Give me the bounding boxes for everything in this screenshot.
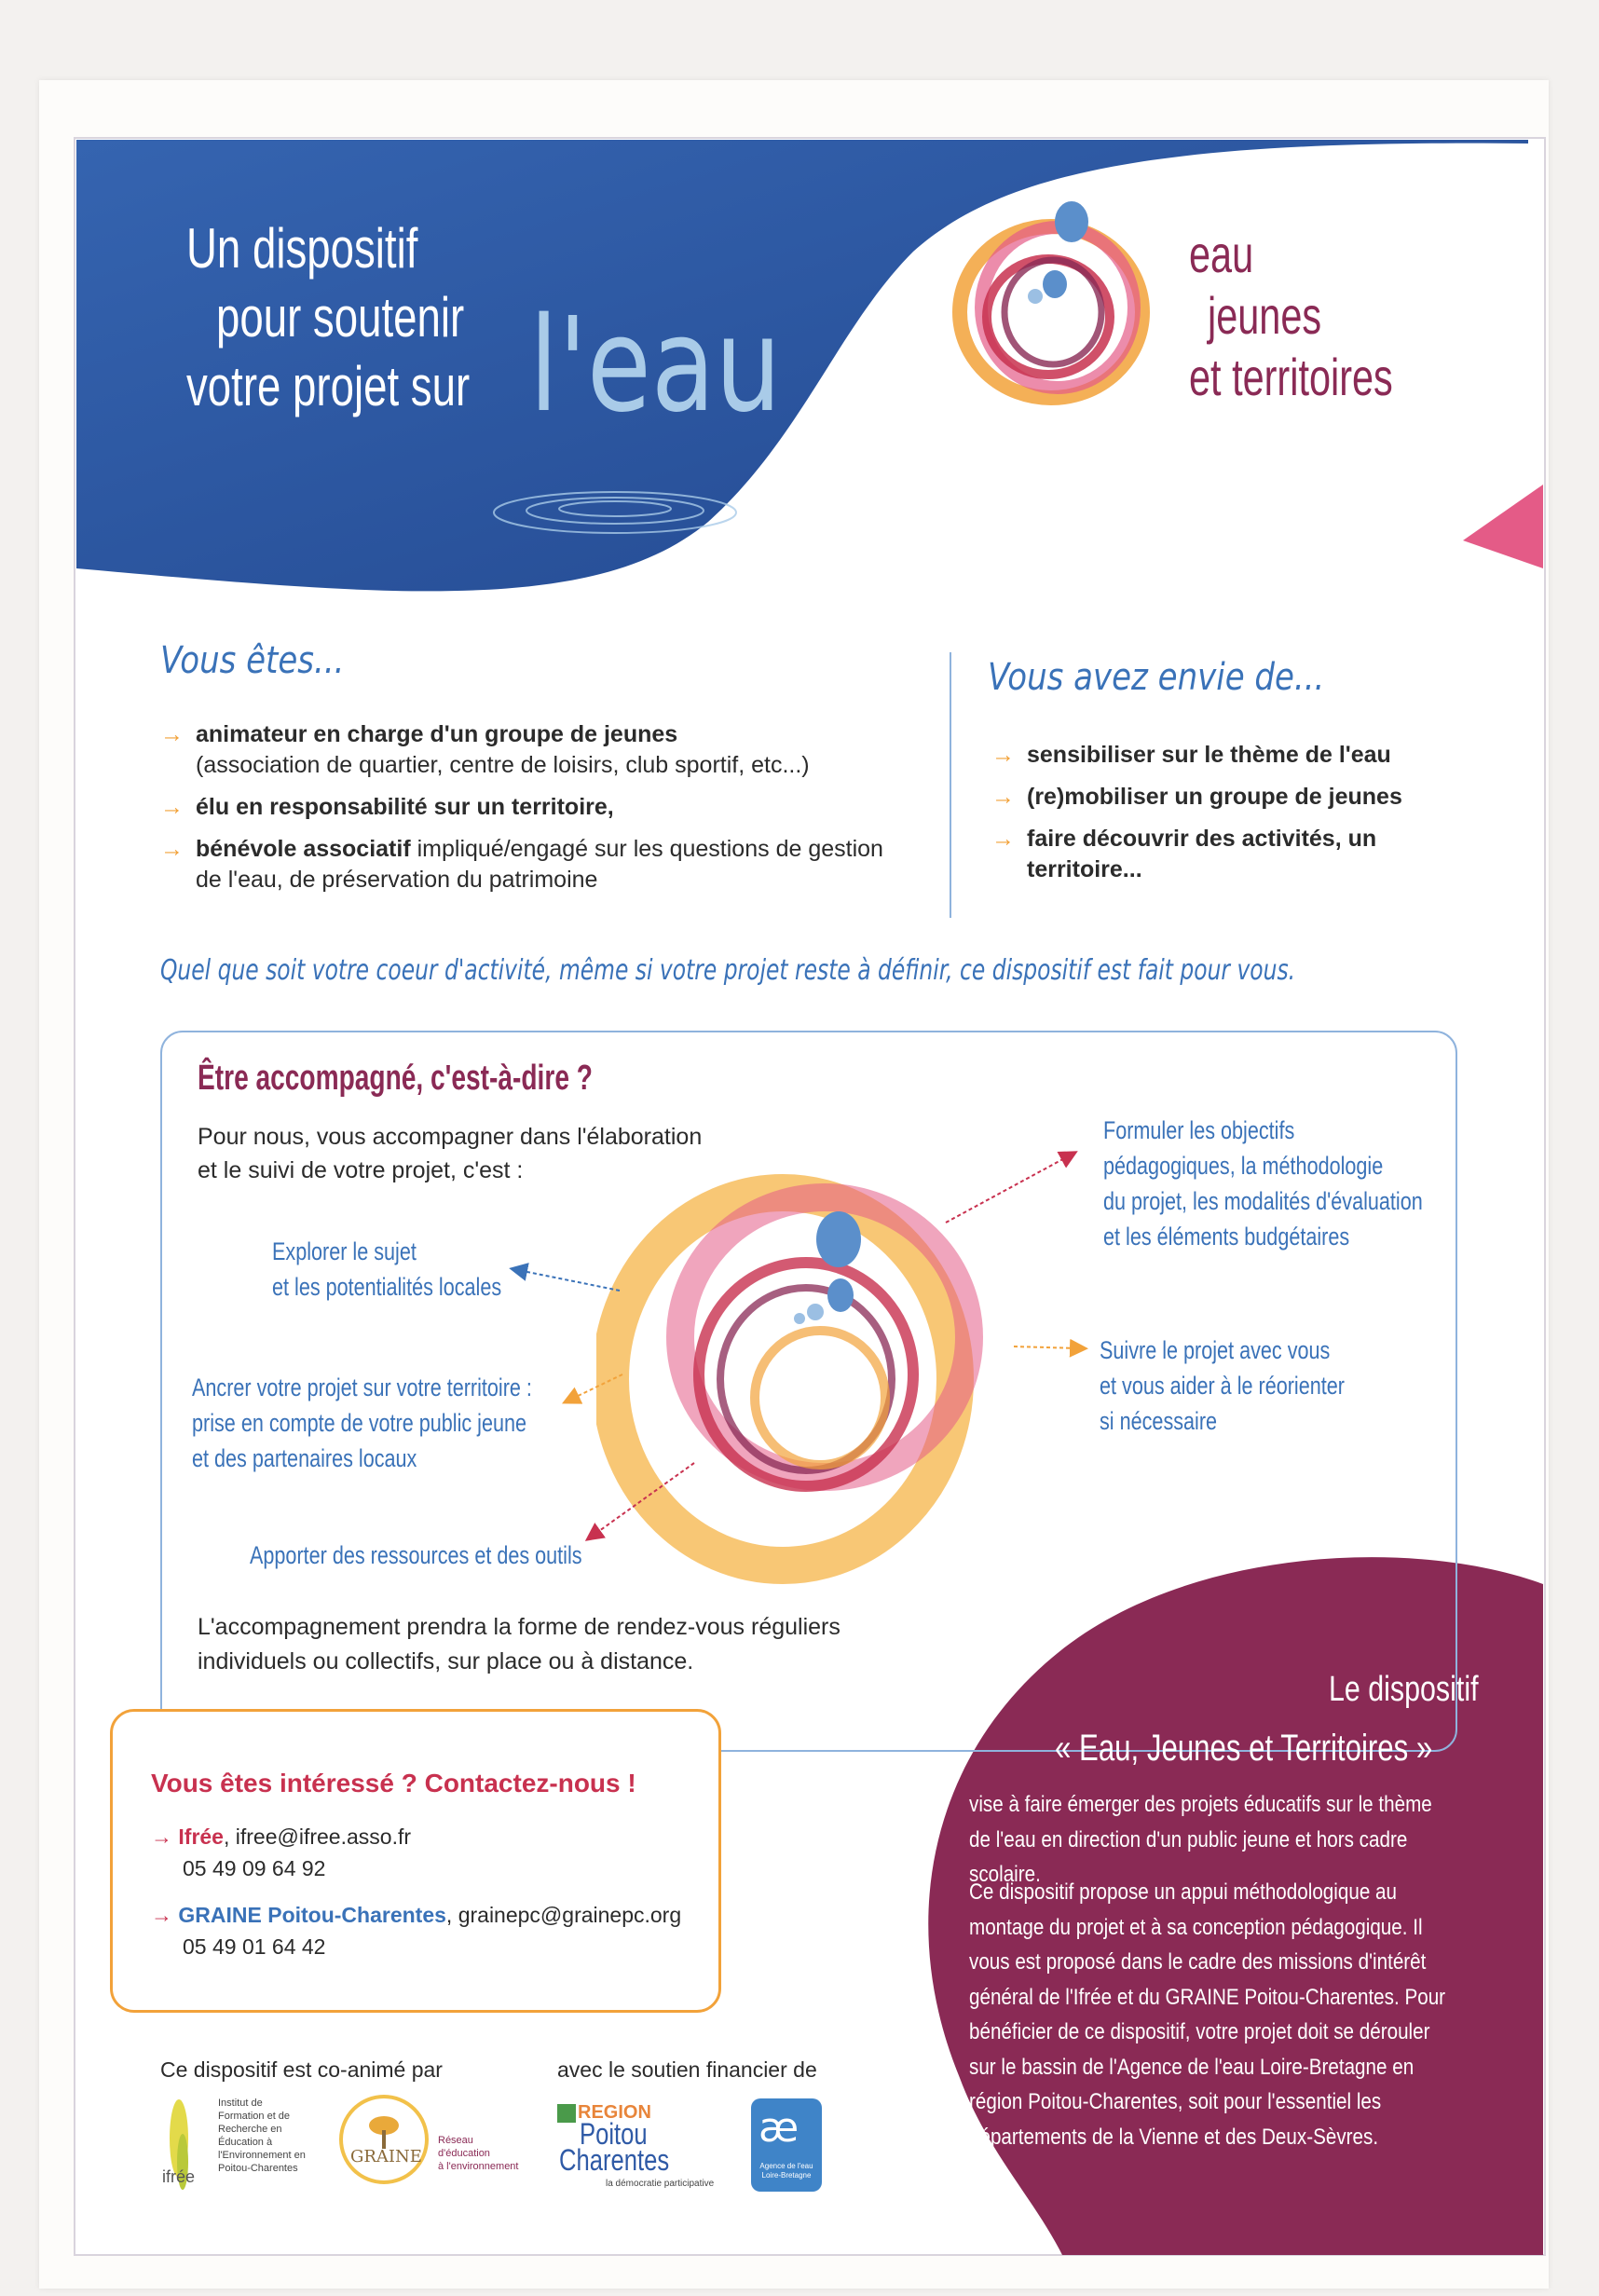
ifree-desc-line: Recherche en <box>218 2124 282 2135</box>
ifree-logo-text: ifrée <box>162 2167 196 2186</box>
graine-logo-text: GRAINE <box>350 2147 422 2166</box>
region-sub: la démocratie participative <box>606 2179 715 2189</box>
label-line: si nécessaire <box>1100 1407 1218 1435</box>
label-ancrer <box>192 1370 617 1476</box>
ifree-desc-line: Poitou-Charentes <box>218 2163 298 2174</box>
graine-desc-line: d'éducation <box>438 2148 490 2159</box>
arrow-right-icon: → <box>991 826 1015 852</box>
label-line: du projet, les modalités d'évaluation <box>1103 1187 1423 1215</box>
brand-line-3: et territoires <box>1189 348 1393 406</box>
contact-email[interactable]: , ifree@ifree.asso.fr <box>223 1824 412 1849</box>
item-bold: élu en responsabilité sur un territoire, <box>196 794 614 820</box>
arrow-formuler <box>946 1155 1070 1223</box>
ifree-desc-line: l'Environnement en <box>218 2150 306 2161</box>
label-line: Ancrer votre projet sur votre territoire : <box>192 1374 532 1401</box>
brand-line-1: eau <box>1189 225 1254 283</box>
ifree-logo <box>160 2097 319 2199</box>
ifree-desc-line: Formation et de <box>218 2111 291 2122</box>
ifree-desc-line: Éducation à <box>218 2137 273 2148</box>
soutien-label: avec le soutien financier de <box>557 2057 817 2082</box>
region-line: Charentes <box>559 2143 670 2177</box>
label-line: Suivre le projet avec vous <box>1100 1336 1331 1364</box>
label-line: pédagogiques, la méthodologie <box>1103 1152 1384 1180</box>
arrow-right-icon: → <box>151 1903 179 1927</box>
region-mark-icon <box>557 2104 576 2123</box>
vous-etes-title: Vous êtes... <box>160 639 345 682</box>
label-suivre <box>1100 1332 1406 1439</box>
region-line: REGION <box>578 2102 651 2123</box>
label-apporter <box>250 1538 665 1573</box>
dispositif-title-1: Le dispositif <box>1329 1670 1479 1709</box>
tagline: Quel que soit votre coeur d'activité, même si votre projet reste à définir, ce dispositif est fait pour vous. <box>160 954 1296 987</box>
label-line: et vous aider à le réorienter <box>1100 1372 1345 1400</box>
contact-phone: 05 49 09 64 92 <box>183 1856 326 1880</box>
label-line: et des partenaires locaux <box>192 1444 417 1472</box>
header-title-line-1: Un dispositif <box>186 217 418 280</box>
contact-org: GRAINE Poitou-Charentes <box>178 1903 446 1927</box>
dispositif-title-2: « Eau, Jeunes et Territoires » <box>1055 1728 1433 1769</box>
item-text: impliqué/engagé sur les questions de gestion de l'eau, de préservation du patrimoine <box>196 836 883 893</box>
co-anime-label: Ce dispositif est co-animé par <box>160 2057 443 2082</box>
contact-email[interactable]: , grainepc@grainepc.org <box>445 1903 682 1927</box>
label-line: prise en compte de votre public jeune <box>192 1409 527 1437</box>
item-bold: bénévole associatif <box>196 836 411 862</box>
item-bold: sensibiliser sur le thème de l'eau <box>1027 742 1391 768</box>
item-text: (association de quartier, centre de loisirs, club sportif, etc...) <box>196 752 810 778</box>
label-line: Explorer le sujet <box>272 1237 417 1265</box>
graine-logo <box>337 2093 542 2195</box>
region-logo <box>557 2102 734 2195</box>
accompagnement-intro: Pour nous, vous accompagner dans l'élaboration et le suivi de votre projet, c'est : <box>198 1124 703 1183</box>
arrow-right-icon: → <box>991 742 1015 768</box>
agence-logo <box>751 2098 822 2192</box>
header-title-accent: l'eau <box>529 290 782 442</box>
item-bold: (re)mobiliser un groupe de jeunes <box>1027 784 1402 810</box>
label-line: Apporter des ressources et des outils <box>250 1541 582 1569</box>
item-bold: animateur en charge d'un groupe de jeunes <box>196 721 678 747</box>
envie-title: Vous avez envie de... <box>988 656 1325 699</box>
dispositif-para-1: vise à faire émerger des projets éducatifs sur le thème de l'eau en direction d'un public jeune et hors cadre scolaire. <box>969 1792 1432 1887</box>
region-line: Poitou <box>580 2117 648 2151</box>
contact-entry-ifree <box>151 1821 411 1884</box>
item-bold: faire découvrir des activités, un territoire... <box>1027 826 1377 882</box>
graine-desc-line: à l'environnement <box>438 2161 519 2172</box>
contact-title: Vous êtes intéressé ? Contactez-nous ! <box>151 1769 636 1797</box>
label-line: Formuler les objectifs <box>1103 1116 1295 1144</box>
ifree-desc-line: Institut de <box>218 2098 263 2109</box>
brand-line-2: jeunes <box>1208 286 1322 345</box>
agence-mark-icon: æ <box>758 2104 800 2152</box>
arrow-right-icon: → <box>151 1824 179 1849</box>
accompagnement-footer: L'accompagnement prendra la forme de rendez-vous réguliers individuels ou collectifs, sur place ou à distance. <box>198 1614 840 1674</box>
graine-tree-icon <box>337 2093 430 2186</box>
arrow-suivre <box>1014 1346 1079 1348</box>
arrow-right-icon: → <box>160 721 184 747</box>
accompagnement-title: Être accompagné, c'est-à-dire ? <box>198 1059 593 1098</box>
contact-entry-graine <box>151 1899 681 1962</box>
header-title-line-3: votre projet sur <box>186 355 471 417</box>
label-explorer <box>272 1234 559 1305</box>
dispositif-para-2: Ce dispositif propose un appui méthodologique au montage du projet et à sa conception pédagogique. Il vous est proposé dans le cadre des missions d'intérêt général de l'Ifrée et du GRAINE Poitou-Charentes. Pour bénéficier de ce dispositif, votre projet doit se dérouler sur le bassin de l'Agence de l'eau Loire-Bretagne en région Poitou-Charentes, soit pour l'essentiel les départements de la Vienne et des Deux-Sèvres. <box>969 1879 1446 2150</box>
header-title-line-2: pour soutenir <box>216 286 465 348</box>
arrow-right-icon: → <box>160 836 184 862</box>
contact-phone: 05 49 01 64 42 <box>183 1934 326 1959</box>
arrow-right-icon: → <box>991 784 1015 810</box>
graine-desc-line: Réseau <box>438 2135 473 2146</box>
contact-org: Ifrée <box>178 1824 224 1849</box>
label-line: et les éléments budgétaires <box>1103 1223 1350 1250</box>
arrow-right-icon: → <box>160 794 184 820</box>
label-line: et les potentialités locales <box>272 1273 502 1301</box>
agence-sub-line: Loire-Bretagne <box>761 2171 812 2180</box>
agence-sub-line: Agence de l'eau <box>759 2162 813 2170</box>
label-formuler <box>1103 1113 1502 1254</box>
